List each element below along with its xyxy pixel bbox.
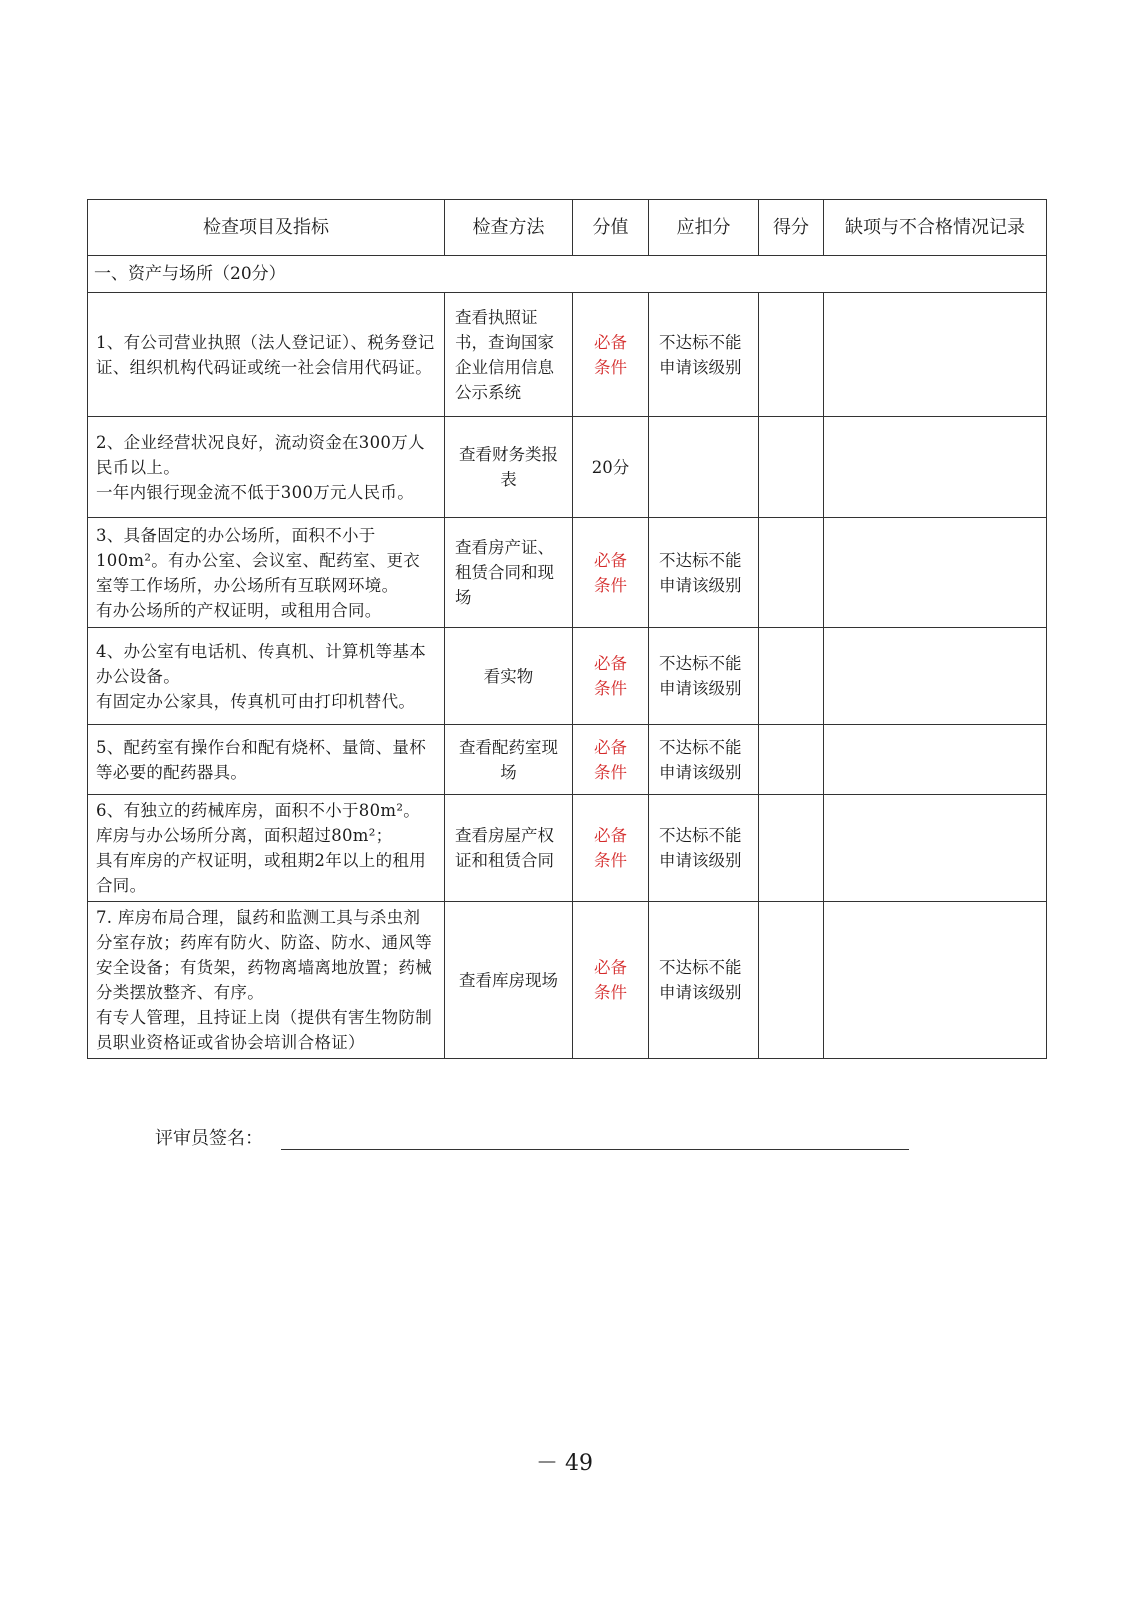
cell-score (573, 293, 649, 417)
cell-item (88, 725, 445, 795)
section-row (88, 256, 1047, 293)
cell-method: 查看财务类报表 (445, 417, 573, 518)
required-condition-label: 条件 (594, 679, 627, 698)
item-line: 有专人管理，且持证上岗（提供有害生物防制员职业资格证或省协会培训合格证） (96, 1008, 432, 1052)
signature-label: 评审员签名： (155, 1128, 263, 1149)
cell-deduct (649, 417, 759, 518)
item-line: 有固定办公家具，传真机可由打印机替代。 (96, 691, 416, 711)
header-deduct: 应扣分 (649, 200, 759, 256)
cell-record[interactable] (824, 518, 1047, 628)
required-condition-label: 条件 (594, 575, 627, 595)
table-row (88, 417, 1047, 518)
header-got: 得分 (759, 200, 824, 256)
table-row (88, 293, 1047, 417)
required-condition-label: 条件 (594, 851, 627, 870)
cell-method: 看实物 (445, 628, 573, 725)
signature-block (155, 1124, 909, 1150)
section-title: 一、资产与场所（20分） (88, 256, 1047, 293)
required-condition-label: 必备 (594, 332, 627, 352)
table-row (88, 902, 1047, 1059)
item-line: 7. 库房布局合理，鼠药和监测工具与杀虫剂分室存放；药库有防火、防盗、防水、通风等安全设备；有货架，药物离墙离地放置；药械分类摆放整齐、有序。 (96, 908, 432, 1002)
item-line: 具有库房的产权证明，或租期2年以上的租用合同。 (96, 851, 426, 895)
cell-deduct: 不达标不能申请该级别 (649, 902, 759, 1059)
cell-record[interactable] (824, 417, 1047, 518)
cell-item (88, 628, 445, 725)
item-line: 5、配药室有操作台和配有烧杯、量筒、量杯等必要的配药器具。 (96, 737, 426, 782)
inspection-table (87, 199, 1047, 1059)
table-row (88, 518, 1047, 628)
cell-got[interactable] (759, 417, 824, 518)
item-line: 3、具备固定的办公场所，面积不小于100m²。有办公室、会议室、配药室、更衣室等工作场所，办公场所有互联网环境。 (96, 525, 421, 595)
header-record: 缺项与不合格情况记录 (824, 200, 1047, 256)
item-line: 6、有独立的药械库房，面积不小于80m²。 (96, 801, 421, 820)
cell-deduct: 不达标不能申请该级别 (649, 293, 759, 417)
item-line: 4、办公室有电话机、传真机、计算机等基本办公设备。 (96, 641, 426, 686)
cell-method: 查看库房现场 (445, 902, 573, 1059)
cell-got[interactable] (759, 902, 824, 1059)
cell-deduct: 不达标不能申请该级别 (649, 518, 759, 628)
cell-item (88, 795, 445, 902)
cell-score (573, 518, 649, 628)
cell-score (573, 725, 649, 795)
item-line: 2、企业经营状况良好，流动资金在300万人民币以上。 (96, 432, 425, 477)
cell-got[interactable] (759, 628, 824, 725)
table-header-row (88, 200, 1047, 256)
required-condition-label: 条件 (594, 983, 627, 1002)
score-value: 20分 (591, 457, 630, 477)
cell-item (88, 417, 445, 518)
item-line: 库房与办公场所分离，面积超过80m²； (96, 826, 393, 845)
cell-record[interactable] (824, 725, 1047, 795)
table-row (88, 795, 1047, 902)
signature-line[interactable] (281, 1127, 909, 1150)
cell-item (88, 518, 445, 628)
item-line: 一年内银行现金流不低于300万元人民币。 (96, 482, 414, 502)
required-condition-label: 必备 (594, 550, 627, 570)
cell-item (88, 902, 445, 1059)
cell-score (573, 628, 649, 725)
header-item: 检查项目及指标 (88, 200, 445, 256)
cell-got[interactable] (759, 293, 824, 417)
item-line: 1、有公司营业执照（法人登记证）、税务登记证、组织机构代码证或统一社会信用代码证。 (96, 332, 435, 377)
cell-score (573, 795, 649, 902)
cell-deduct: 不达标不能申请该级别 (649, 795, 759, 902)
header-method: 检查方法 (445, 200, 573, 256)
required-condition-label: 条件 (594, 762, 627, 782)
cell-got[interactable] (759, 518, 824, 628)
cell-record[interactable] (824, 795, 1047, 902)
cell-method: 查看房屋产权证和租赁合同 (445, 795, 573, 902)
cell-score (573, 417, 649, 518)
required-condition-label: 必备 (594, 654, 627, 673)
cell-item (88, 293, 445, 417)
required-condition-label: 必备 (594, 958, 627, 977)
required-condition-label: 条件 (594, 357, 627, 377)
cell-method: 查看配药室现场 (445, 725, 573, 795)
page-number: － 49 (536, 1451, 593, 1476)
required-condition-label: 必备 (594, 826, 627, 845)
cell-record[interactable] (824, 902, 1047, 1059)
item-line: 有办公场所的产权证明，或租用合同。 (96, 600, 382, 620)
inspection-table-container (87, 199, 1046, 1059)
required-condition-label: 必备 (594, 737, 627, 757)
cell-method: 查看执照证书，查询国家企业信用信息公示系统 (445, 293, 573, 417)
header-score: 分值 (573, 200, 649, 256)
cell-got[interactable] (759, 795, 824, 902)
cell-score (573, 902, 649, 1059)
cell-method: 查看房产证、租赁合同和现场 (445, 518, 573, 628)
table-row (88, 725, 1047, 795)
cell-deduct: 不达标不能申请该级别 (649, 725, 759, 795)
cell-record[interactable] (824, 628, 1047, 725)
table-row (88, 628, 1047, 725)
cell-got[interactable] (759, 725, 824, 795)
cell-record[interactable] (824, 293, 1047, 417)
cell-deduct: 不达标不能申请该级别 (649, 628, 759, 725)
